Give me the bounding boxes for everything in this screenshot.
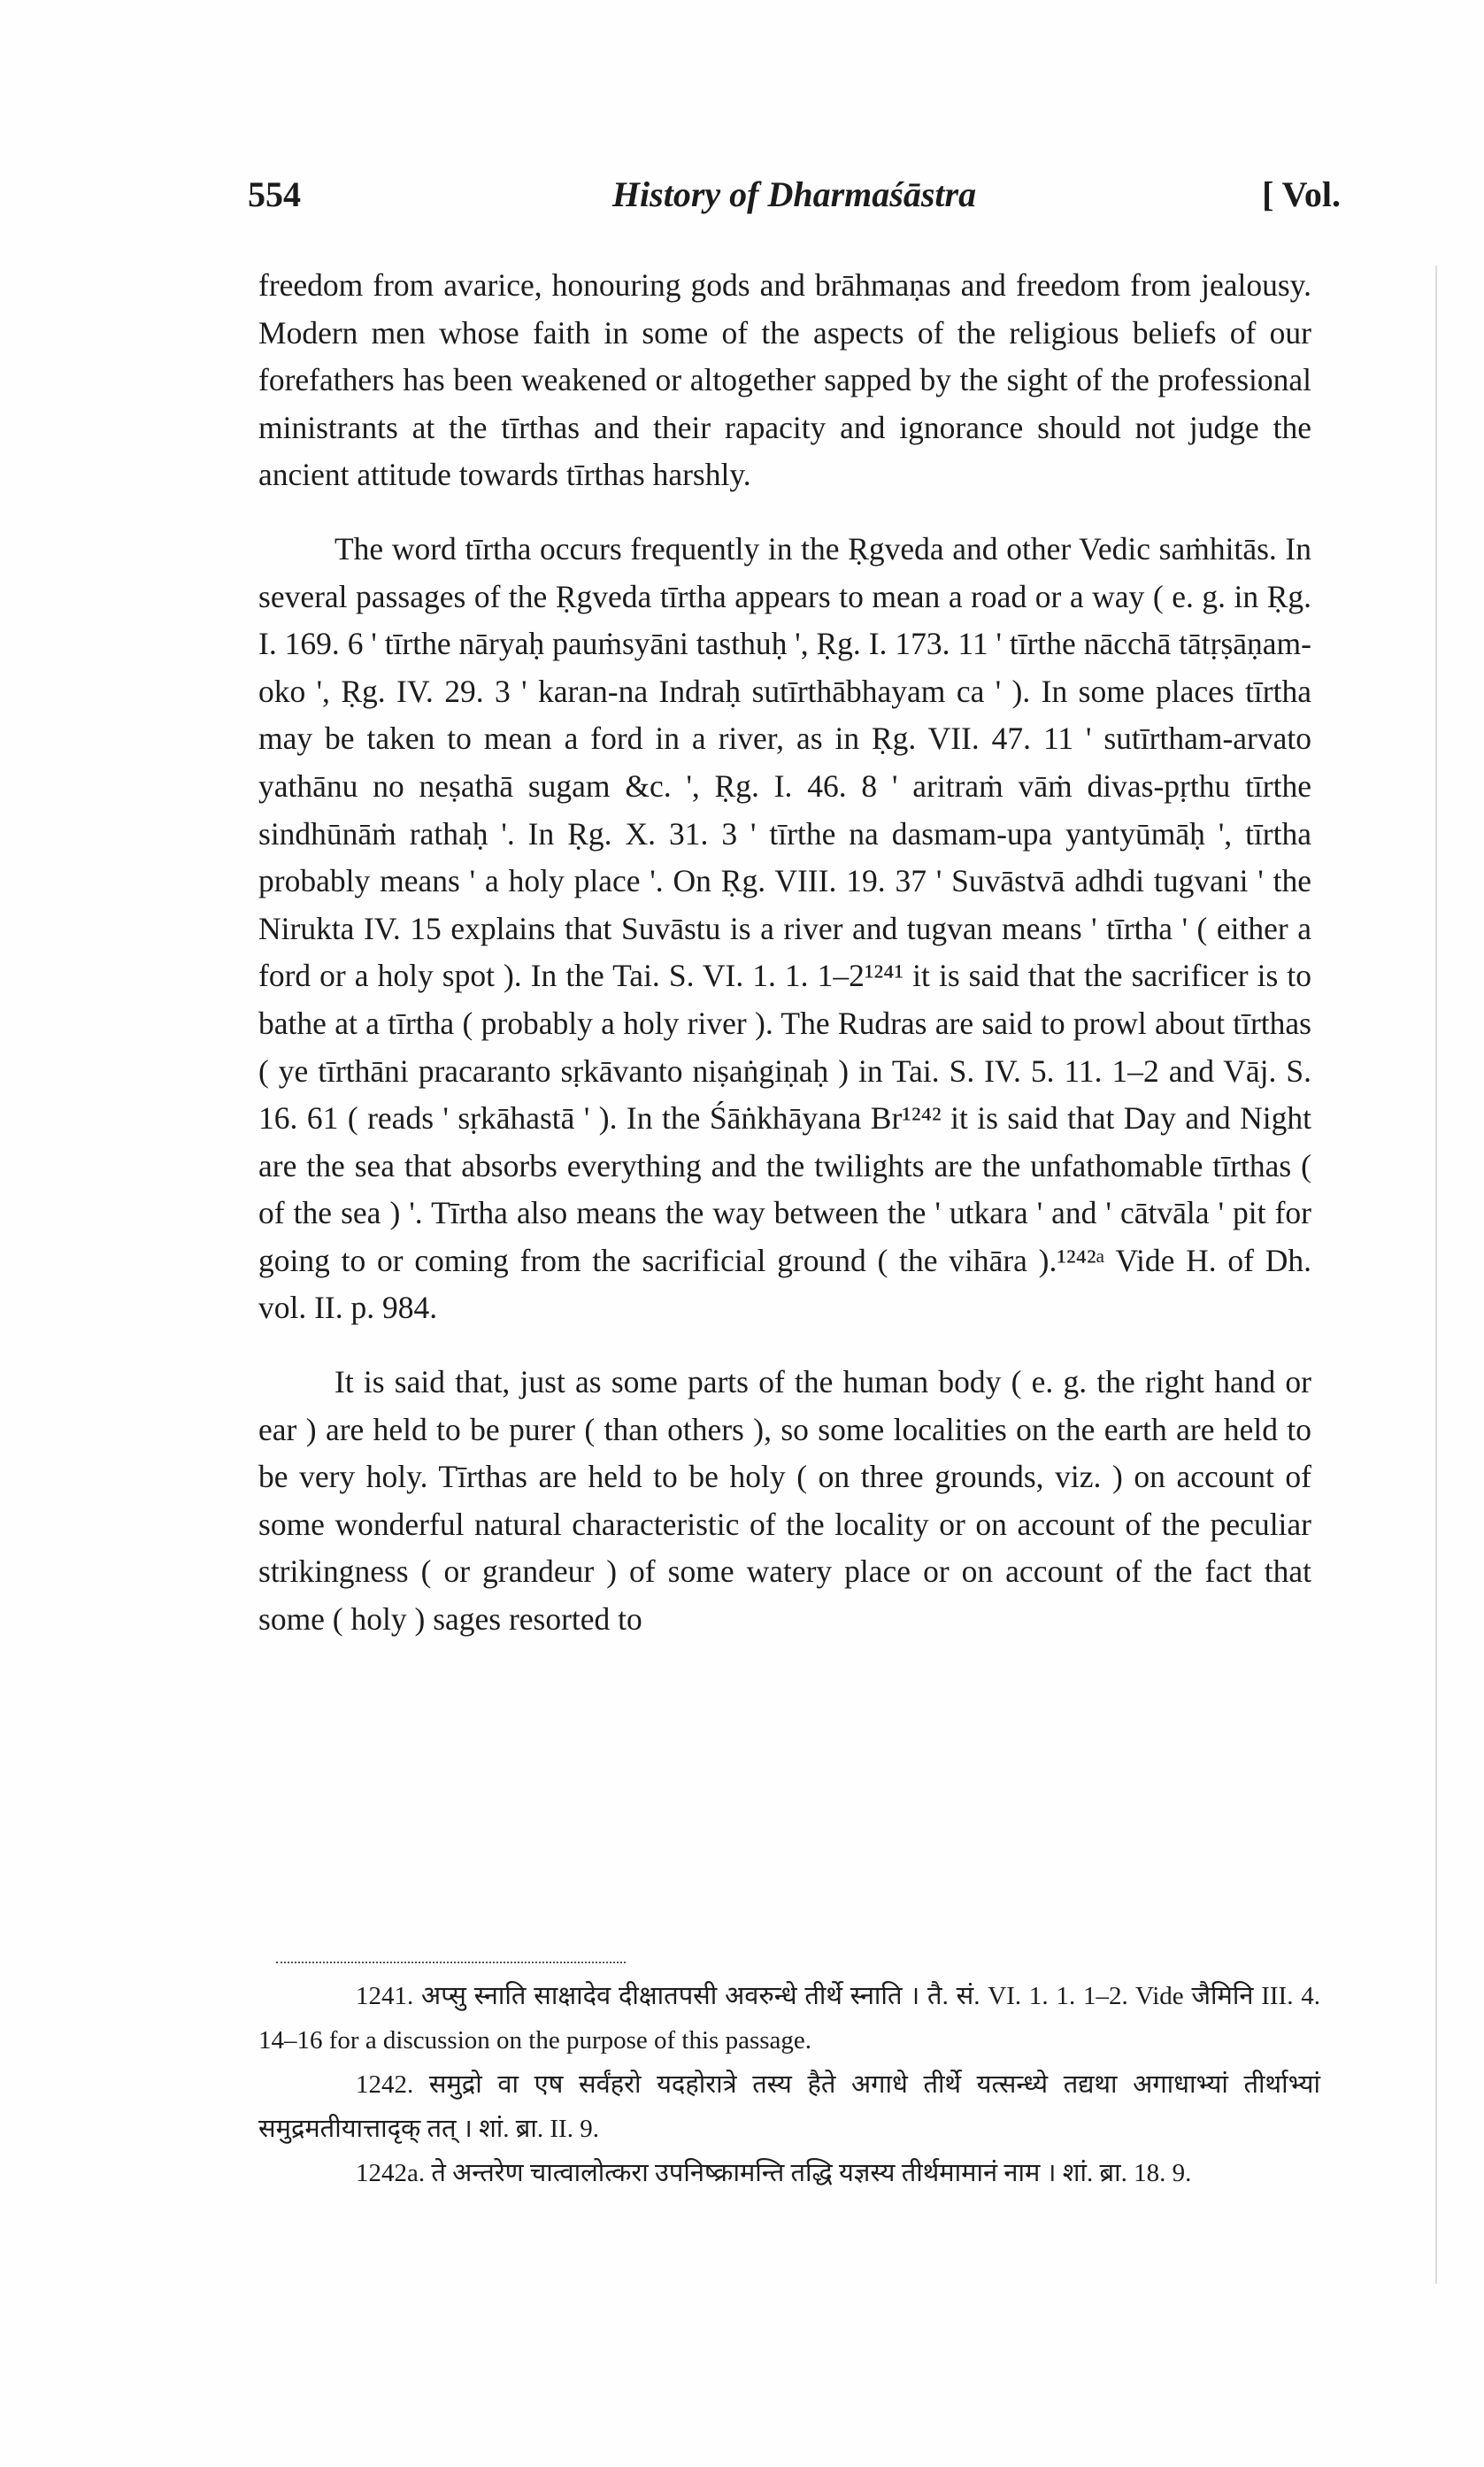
- footnote-separator: [276, 1956, 626, 1963]
- paragraph-2: The word tīrtha occurs frequently in the Ṛgveda and other Vedic saṁhitās. In several passages of the Ṛgveda tīrtha appears to mean a road or a way ( e. g. in Ṛg. I. 169. 6 ' tīrthe nāryaḥ pauṁsyāni tasthuḥ ', Ṛg. I. 173. 11 ' tīrthe nācchā tātṛṣāṇam-oko ', Ṛg. IV. 29. 3 ' karan-na Indraḥ sutīrthābhayam ca ' ). In some places tīrtha may be taken to mean a ford in a river, as in Ṛg. VII. 47. 11 ' sutīrtham-arvato yathānu no neṣathā sugam &c. ', Ṛg. I. 46. 8 ' aritraṁ vāṁ divas-pṛthu tīrthe sindhūnāṁ rathaḥ '. In Ṛg. X. 31. 3 ' tīrthe na dasmam-upa yantyūmāḥ ', tīrtha probably means ' a holy place '. On Ṛg. VIII. 19. 37 ' Suvāstvā adhdi tugvani ' the Nirukta IV. 15 explains that Suvāstu is a river and tugvan means ' tīrtha ' ( either a ford or a holy spot ). In the Tai. S. VI. 1. 1. 1–2¹²⁴¹ it is said that the sacrificer is to bathe at a tīrtha ( probably a holy river ). The Rudras are said to prowl about tīrthas ( ye tīrthāni pracaranto sṛkāvanto niṣaṅgiṇaḥ ) in Tai. S. IV. 5. 11. 1–2 and Vāj. S. 16. 61 ( reads ' sṛkāhastā ' ). In the Śāṅkhāyana Br¹²⁴² it is said that Day and Night are the sea that absorbs everything and the twilights are the unfathomable tīrthas ( of the sea ) '. Tīrtha also means the way between the ' utkara ' and ' cātvāla ' pit for going to or coming from the sacrificial ground ( the vihāra ).¹²⁴²ᵃ Vide H. of Dh. vol. II. p. 984.: [258, 530, 1311, 1326]
- main-text: [258, 262, 1311, 1644]
- footnote-1242: 1242. समुद्रो वा एष सर्वंहरो यदहोरात्रे तस्य हैते अगाधे तीर्थे यत्सन्ध्ये तद्यथा अगाधाभ्यां तीर्थाभ्यां समुद्रमतीयात्तादृक् तत् । शां. ब्रा. II. 9.: [258, 2070, 1320, 2143]
- page-edge-line: [1435, 266, 1437, 2284]
- footnotes: [258, 1974, 1320, 2195]
- volume-marker: [ Vol.: [1262, 174, 1341, 214]
- running-title: History of Dharmaśāstra: [611, 174, 977, 214]
- page-number: 554: [248, 174, 301, 214]
- page-header: [248, 173, 1341, 227]
- paragraph-3: It is said that, just as some parts of the human body ( e. g. the right hand or ear ) are held to be purer ( than others ), so some localities on the earth are held to be very holy. Tīrthas are held to be holy ( on three grounds, viz. ) on account of some wonderful natural characteristic of the locality or on account of the peculiar strikingness ( or grandeur ) of some watery place or on account of the fact that some ( holy ) sages resorted to: [258, 1364, 1311, 1638]
- footnote-1242a: 1242a. ते अन्तरेण चात्वालोत्करा उपनिष्क्रामन्ति तद्धि यज्ञस्य तीर्थमामानं नाम । शां. ब्रा. 18. 9.: [356, 2159, 1192, 2187]
- paragraph-1: freedom from avarice, honouring gods and brāhmaṇas and freedom from jealousy. Modern men whose faith in some of the aspects of the religious beliefs of our forefathers has been weakened or altogether sapped by the sight of the professional ministrants at the tīrthas and their rapacity and ignorance should not judge the ancient attitude towards tīrthas harshly.: [258, 267, 1311, 493]
- footnote-1241: 1241. अप्सु स्नाति साक्षादेव दीक्षातपसी अवरुन्धे तीर्थे स्नाति । तै. सं. VI. 1. 1. 1–2. Vide जैमिनि III. 4. 14–16 for a discussion on the purpose of this passage.: [258, 1982, 1320, 2055]
